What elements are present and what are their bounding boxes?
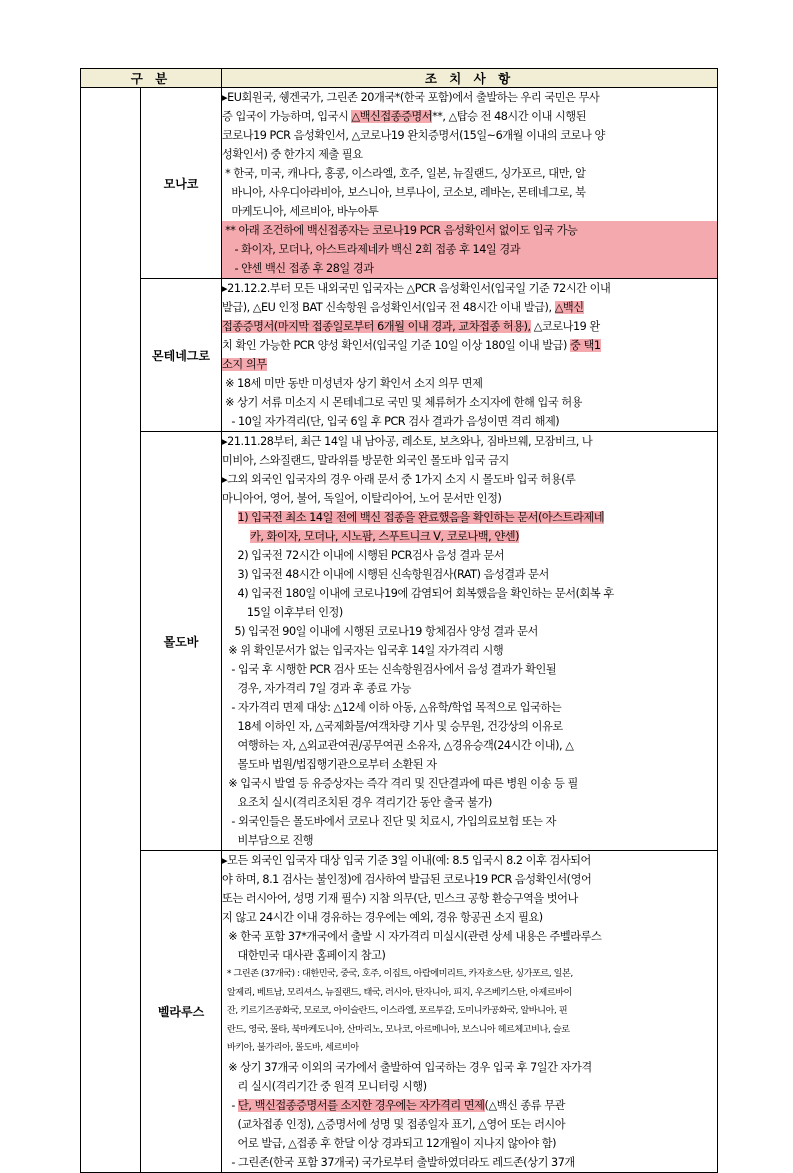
highlighted-text: - 얀센 백신 접종 후 28일 경과: [222, 262, 374, 275]
measure-line: [222, 1058, 717, 1077]
measure-line: [222, 622, 717, 641]
measure-text: ※ 한국 포함 37*개국에서 출발 시 자가격리 미실시(관련 상세 내용은 주벨라루스: [222, 930, 602, 943]
measure-text: - 10일 자가격리(단, 입국 6일 후 PCR 검사 결과가 음성이면 격리 해제): [222, 415, 560, 428]
measure-text: 경우, 자가격리 7일 경과 후 종료 가능: [222, 682, 411, 695]
measure-line: [222, 603, 717, 622]
country-cell: 모나코: [141, 88, 222, 279]
table-row: [81, 88, 718, 279]
measure-line: [222, 717, 717, 736]
measure-line: [222, 107, 717, 126]
measure-text: [222, 511, 238, 524]
measure-text: ▸21.11.28부터, 최근 14일 내 남아공, 레소토, 보츠와나, 짐바브웨, 모잠비크, 나: [222, 435, 593, 448]
measure-line: [222, 393, 717, 412]
measure-text: 바니아, 사우디아라비아, 보스니아, 브루나이, 코소보, 레바논, 몬테네그로, 북: [222, 186, 586, 199]
measures-cell: [222, 432, 718, 851]
measure-line: [222, 927, 717, 946]
measure-line: [222, 432, 717, 451]
measures-cell: [222, 88, 718, 279]
measure-text: 잔, 키르기즈공화국, 모로코, 아이슬란드, 이스라엘, 포르투갈, 도미니카공화국, 알바니아, 핀: [222, 1005, 568, 1016]
blank-region-cell: [81, 88, 141, 1173]
table-body: [81, 88, 718, 1173]
measure-text: 알제리, 베트남, 모리셔스, 뉴질랜드, 태국, 러시아, 탄자니아, 피지, 우즈베키스탄, 아제르바이: [222, 986, 572, 998]
measure-line: [222, 660, 717, 679]
measure-text: △코로나19 완: [530, 320, 600, 333]
measure-text: 어로 발급, △접종 후 한달 이상 경과되고 12개월이 지나지 않아야 함): [222, 1136, 557, 1150]
measure-line: [222, 793, 717, 812]
measure-line: [222, 355, 717, 374]
measure-line: [222, 965, 717, 984]
measure-text: ※ 입국시 발열 등 유증상자는 즉각 격리 및 진단결과에 따른 병원 이송 등 필: [222, 777, 578, 790]
measure-line: [222, 870, 717, 889]
measure-line: [222, 812, 717, 831]
measure-text: [222, 530, 250, 543]
measure-text: 18세 이하인 자, △국제화물/여객차량 기사 및 승무원, 건강상의 이유로: [222, 720, 563, 733]
measure-line: [222, 831, 717, 850]
measure-text: 증 입국이 가능하며, 입국시: [222, 110, 352, 123]
measure-text: (교차접종 인정), △증명서에 성명 및 접종일자 표기, △영어 또는 러시아: [222, 1117, 566, 1131]
measure-text: 4) 입국전 180일 이내에 코로나19에 감염되어 회복했음을 확인하는 문서(회복 후: [222, 587, 614, 600]
measure-line: [222, 164, 717, 183]
measure-text: 여행하는 자, △외교관여권/공무여권 소유자, △경유승객(24시간 이내), △: [222, 739, 574, 752]
measure-text: 2) 입국전 72시간 이내에 시행된 PCR검사 음성 결과 문서: [222, 549, 505, 562]
highlighted-text: ** 아래 조건하에 백신접종자는 코로나19 PCR 음성확인서 없이도 입국 가능: [222, 224, 578, 237]
measure-line: [222, 755, 717, 774]
measure-text: 또는 러시아어, 성명 기재 필수) 지참 의무(단, 민스크 공항 환승구역을 벗어나: [222, 892, 578, 905]
measure-line: [222, 1039, 717, 1058]
measure-text: 코로나19 PCR 음성확인서, △코로나19 완치증명서(15일~6개월 이내의 코로나 양: [222, 129, 605, 142]
measure-line: [222, 774, 717, 793]
measure-text: **, △탑승 전 48시간 이내 시행된: [432, 110, 587, 123]
country-cell: 벨라루스: [141, 851, 222, 1173]
measure-line: [222, 470, 717, 489]
highlighted-text: 소지 의무: [222, 358, 267, 371]
measure-text: ※ 상기 서류 미소지 시 몬테네그로 국민 및 체류허가 소지자에 한해 입국 허용: [222, 396, 583, 409]
highlighted-text: 중 택1: [570, 339, 601, 352]
measure-line: [222, 126, 717, 145]
measure-text: 몰도바 법원/법집행기관으로부터 소환된 자: [222, 758, 437, 771]
highlighted-text: 카, 화이자, 모더나, 시노팜, 스푸트니크 V, 코로나백, 얀센): [249, 530, 519, 543]
measure-text: ▸21.12.2.부터 모든 내외국민 입국자는 △PCR 음성확인서(입국일 기준 72시간 이내: [222, 282, 611, 295]
measure-text: ※ 위 확인문서가 없는 입국자는 입국후 14일 자가격리 시행: [222, 644, 504, 657]
measure-line: [222, 298, 717, 317]
travel-measures-table: [80, 68, 718, 1173]
measure-line: [222, 259, 717, 278]
measure-line: [222, 946, 717, 965]
measure-line: [222, 240, 717, 259]
measure-line: [222, 527, 717, 546]
measure-line: [222, 736, 717, 755]
measure-text: 란드, 영국, 몰타, 북마케도니아, 산마리노, 모나코, 아르메니아, 보스니아 헤르체고비나, 슬로: [222, 1023, 570, 1035]
country-cell: 몬테네그로: [141, 279, 222, 432]
table-row: [81, 851, 718, 1173]
highlighted-text: 단, 백신접종증명서를 소지한 경우에는 자가격리 면제: [238, 1098, 485, 1112]
measure-text: 치 확인 가능한 PCR 양성 확인서(입국일 기준 10일 이상 180일 이내 발급): [222, 339, 571, 352]
measure-text: ▸모든 외국인 입국자 대상 입국 기준 3일 이내(예: 8.5 입국시 8.2 이후 검사되어: [222, 854, 591, 867]
measure-text: 지 않고 24시간 이내 경유하는 경우에는 예외, 경유 항공권 소지 필요): [222, 911, 543, 924]
measure-text: 야 하며, 8.1 검사는 불인정)에 검사하여 발급된 코로나19 PCR 음성확인서(영어: [222, 873, 592, 886]
measure-text: * 한국, 미국, 캐나다, 홍콩, 이스라엘, 호주, 일본, 뉴질랜드, 싱가포르, 대만, 알: [222, 167, 586, 180]
measure-line: [222, 1115, 717, 1134]
measure-text: 비부담으로 진행: [222, 834, 314, 847]
highlighted-text: 1) 입국전 최소 14일 전에 백신 접종을 완료했음을 확인하는 문서(아스트라제네: [237, 511, 605, 524]
measure-text: - 입국 후 시행한 PCR 검사 또는 신속항원검사에서 음성 결과가 확인될: [222, 663, 557, 676]
measure-text: 발급), △EU 인정 BAT 신속항원 음성확인서(입국 전 48시간 이내 발급),: [222, 301, 555, 314]
highlighted-text: 접종증명서(마지막 접종일로부터 6개월 이내 경과, 교차접종 허용),: [222, 320, 531, 333]
measure-line: [222, 508, 717, 527]
table-header: [81, 69, 718, 88]
measure-line: [222, 546, 717, 565]
table-row: [81, 279, 718, 432]
measure-text: 마케도니아, 세르비아, 바누아투: [222, 205, 379, 218]
measure-text: 5) 입국전 90일 이내에 시행된 코로나19 항체검사 양성 결과 문서: [222, 625, 538, 638]
measure-line: [222, 221, 717, 240]
measure-line: [222, 698, 717, 717]
highlighted-text: △백신: [554, 301, 584, 314]
measure-text: 대한민국 대사관 홈페이지 참고): [222, 949, 386, 962]
measure-line: [222, 984, 717, 1003]
measure-line: [222, 412, 717, 431]
measure-text: 요조치 실시(격리조치된 경우 격리기간 동안 출국 불가): [222, 796, 492, 809]
measure-text: ▸그외 외국인 입국자의 경우 아래 문서 중 1가지 소지 시 몰도바 입국 허용(루: [222, 473, 576, 486]
header-category: 구 분: [81, 69, 222, 88]
measure-line: [222, 145, 717, 164]
measure-text: 미비아, 스와질랜드, 말라위를 방문한 외국인 몰도바 입국 금지: [222, 454, 509, 467]
measure-line: [222, 489, 717, 508]
measure-text: -: [222, 1098, 239, 1112]
measure-line: [222, 88, 717, 107]
measure-text: ※ 상기 37개국 이외의 국가에서 출발하여 입국하는 경우 입국 후 7일간 자가격: [222, 1060, 592, 1074]
measure-line: [222, 374, 717, 393]
measure-line: [222, 1096, 717, 1115]
measure-line: [222, 584, 717, 603]
measure-text: ▸EU회원국, 쉥겐국가, 그린존 20개국*(한국 포함)에서 출발하는 우리 국민은 무사: [222, 91, 600, 104]
measure-text: 마니아어, 영어, 불어, 독일어, 이탈리아어, 노어 문서만 인정): [222, 492, 502, 505]
measure-line: [222, 336, 717, 355]
highlighted-text: - 화이자, 모더나, 아스트라제네카 백신 2회 접종 후 14일 경과: [222, 243, 521, 256]
measure-text: 바키아, 불가리아, 몰도바, 세르비아: [222, 1042, 359, 1053]
measure-line: [222, 1077, 717, 1096]
measure-line: [222, 279, 717, 298]
measure-text: - 외국인들은 몰도바에서 코로나 진단 및 치료시, 가입의료보험 또는 자: [222, 815, 556, 828]
measure-text: 15일 이후부터 인정): [222, 606, 343, 619]
table-row: [81, 432, 718, 851]
measure-line: [222, 451, 717, 470]
measure-text: 3) 입국전 48시간 이내에 시행된 신속항원검사(RAT) 음성결과 문서: [222, 568, 549, 581]
measure-text: * 그린존 (37개국) : 대한민국, 중국, 호주, 이집트, 아랍에미리트, 카자흐스탄, 싱가포르, 일본,: [222, 968, 573, 979]
measure-line: [222, 565, 717, 584]
measure-line: [222, 908, 717, 927]
measure-line: [222, 1153, 717, 1172]
measures-cell: [222, 851, 718, 1173]
measure-line: [222, 1002, 717, 1021]
measure-line: [222, 317, 717, 336]
measure-line: [222, 889, 717, 908]
measure-line: [222, 641, 717, 660]
measure-line: [222, 851, 717, 870]
header-measures: 조 치 사 항: [222, 69, 718, 88]
measure-line: [222, 1021, 717, 1040]
country-cell: 몰도바: [141, 432, 222, 851]
measure-text: (△백신 종류 무관: [484, 1098, 565, 1112]
measure-line: [222, 679, 717, 698]
measure-line: [222, 202, 717, 221]
measure-text: ※ 18세 미만 동반 미성년자 상기 확인서 소지 의무 면제: [222, 377, 483, 390]
measure-text: 리 실시(격리기간 중 원격 모니터링 시행): [222, 1079, 427, 1093]
highlighted-text: △백신접종증명서: [351, 110, 433, 123]
measures-cell: [222, 279, 718, 432]
measure-line: [222, 183, 717, 202]
measure-text: - 자가격리 면제 대상: △12세 이하 아동, △유학/학업 목적으로 입국하는: [222, 701, 562, 714]
measure-line: [222, 1134, 717, 1153]
measure-text: - 그린존(한국 포함 37개국) 국가로부터 출발하였더라도 레드존(상기 37개: [222, 1155, 575, 1169]
measure-text: 성확인서) 중 한가지 제출 필요: [222, 148, 363, 161]
